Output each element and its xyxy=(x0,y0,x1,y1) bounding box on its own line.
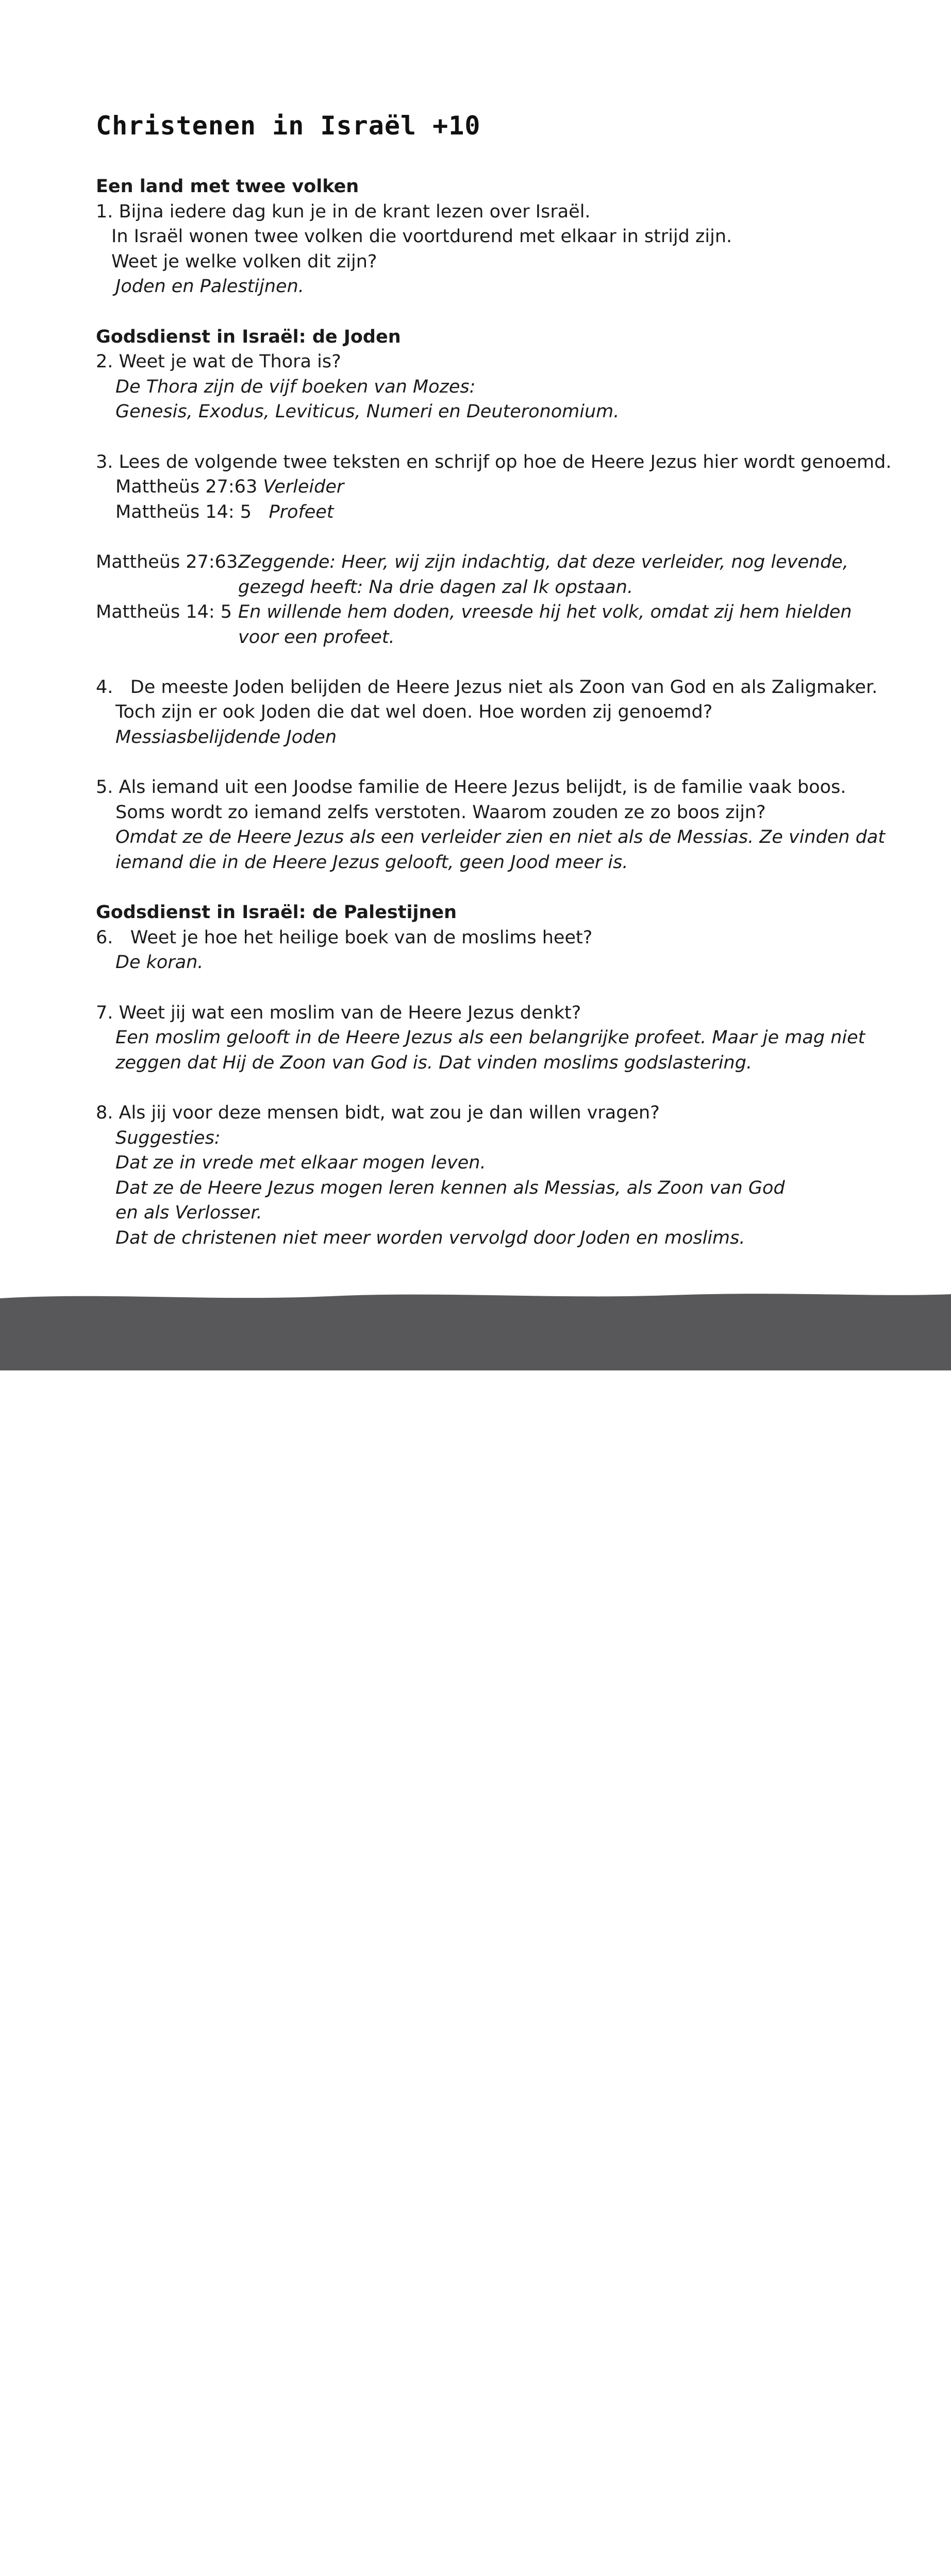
spacer xyxy=(96,650,879,675)
bible-verse xyxy=(96,550,879,575)
answer-8: en als Verlosser. xyxy=(115,1202,262,1224)
answer-5: iemand die in de Heere Jezus gelooft, geen Jood meer is. xyxy=(115,852,628,873)
section-heading: Een land met twee volken xyxy=(96,176,359,197)
verse-text: Zeggende: Heer, wij zijn indachtig, dat deze verleider, nog levende, xyxy=(238,551,848,572)
answer-2: De Thora zijn de vijf boeken van Mozes: xyxy=(115,376,476,397)
spacer xyxy=(96,524,879,550)
question-6: 6. Weet je hoe het heilige boek van de moslims heet? xyxy=(96,927,593,948)
answer-3: Verleider xyxy=(263,477,344,498)
bible-reference: Mattheüs 14: 5 xyxy=(96,602,232,623)
question-2: 2. Weet je wat de Thora is? xyxy=(96,351,341,372)
question-5-text: Soms wordt zo iemand zelfs verstoten. Waarom zouden ze zo boos zijn? xyxy=(115,802,766,823)
answer-6: De koran. xyxy=(115,952,204,973)
answer-3: Profeet xyxy=(269,501,334,522)
question-5: 5. Als iemand uit een Joodse familie de Heere Jezus belijdt, is de familie vaak boos. xyxy=(96,777,846,798)
question-8: 8. Als jij voor deze mensen bidt, wat zou je dan willen vragen? xyxy=(96,1102,660,1123)
spacer xyxy=(96,425,879,450)
question-1: 1. Bijna iedere dag kun je in de krant lezen over Israël. xyxy=(96,201,591,222)
spacer xyxy=(96,1075,879,1100)
answer-1: Joden en Palestijnen. xyxy=(115,276,304,297)
page-title: Christenen in Israël +10 xyxy=(96,111,481,141)
question-4: 4. De meeste Joden belijden de Heere Jezus niet als Zoon van God en als Zaligmaker. xyxy=(96,676,878,698)
spacer xyxy=(96,299,879,325)
worksheet-content xyxy=(96,174,892,1251)
answer-7: Een moslim gelooft in de Heere Jezus als een belangrijke profeet. Maar je mag niet xyxy=(115,1027,865,1048)
answer-8: Dat ze de Heere Jezus mogen leren kennen als Messias, als Zoon van God xyxy=(115,1177,785,1198)
footer-band-shape xyxy=(0,1288,951,1370)
question-1-text: In Israël wonen twee volken die voortdurend met elkaar in strijd zijn. xyxy=(111,226,732,247)
question-1-text: Weet je welke volken dit zijn? xyxy=(111,251,377,272)
verse-text: voor een profeet. xyxy=(238,626,395,648)
answer-2: Genesis, Exodus, Leviticus, Numeri en Deuteronomium. xyxy=(115,401,620,422)
question-4-text: Toch zijn er ook Joden die dat wel doen. Hoe worden zij genoemd? xyxy=(115,702,713,723)
section-heading: Godsdienst in Israël: de Joden xyxy=(96,326,401,347)
section-heading: Godsdienst in Israël: de Palestijnen xyxy=(96,902,457,923)
spacer xyxy=(96,975,879,1001)
verse-text: gezegd heeft: Na drie dagen zal Ik opstaan. xyxy=(238,577,633,598)
answer-4: Messiasbelijdende Joden xyxy=(115,727,337,748)
question-3-ref-2 xyxy=(96,500,879,525)
footer-band xyxy=(0,1288,951,1370)
bible-verse xyxy=(96,600,879,625)
answer-8: Suggesties: xyxy=(115,1127,221,1148)
answer-8: Dat de christenen niet meer worden vervolgd door Joden en moslims. xyxy=(115,1227,745,1248)
question-3-ref-1 xyxy=(96,474,879,500)
answer-7: zeggen dat Hij de Zoon van God is. Dat vinden moslims godslastering. xyxy=(115,1052,753,1073)
answer-5: Omdat ze de Heere Jezus als een verleider zien en niet als de Messias. Ze vinden dat xyxy=(115,827,886,848)
bible-reference: Mattheüs 14: 5 xyxy=(115,501,252,522)
answer-8: Dat ze in vrede met elkaar mogen leven. xyxy=(115,1153,486,1174)
bible-reference: Mattheüs 27:63 xyxy=(115,477,258,498)
bible-reference: Mattheüs 27:63 xyxy=(96,551,238,572)
question-3: 3. Lees de volgende twee teksten en schrijf op hoe de Heere Jezus hier wordt genoemd. xyxy=(96,451,892,472)
spacer xyxy=(96,750,879,775)
verse-text: En willende hem doden, vreesde hij het volk, omdat zij hem hielden xyxy=(238,602,852,623)
spacer xyxy=(96,875,879,901)
question-7: 7. Weet jij wat een moslim van de Heere Jezus denkt? xyxy=(96,1002,581,1023)
